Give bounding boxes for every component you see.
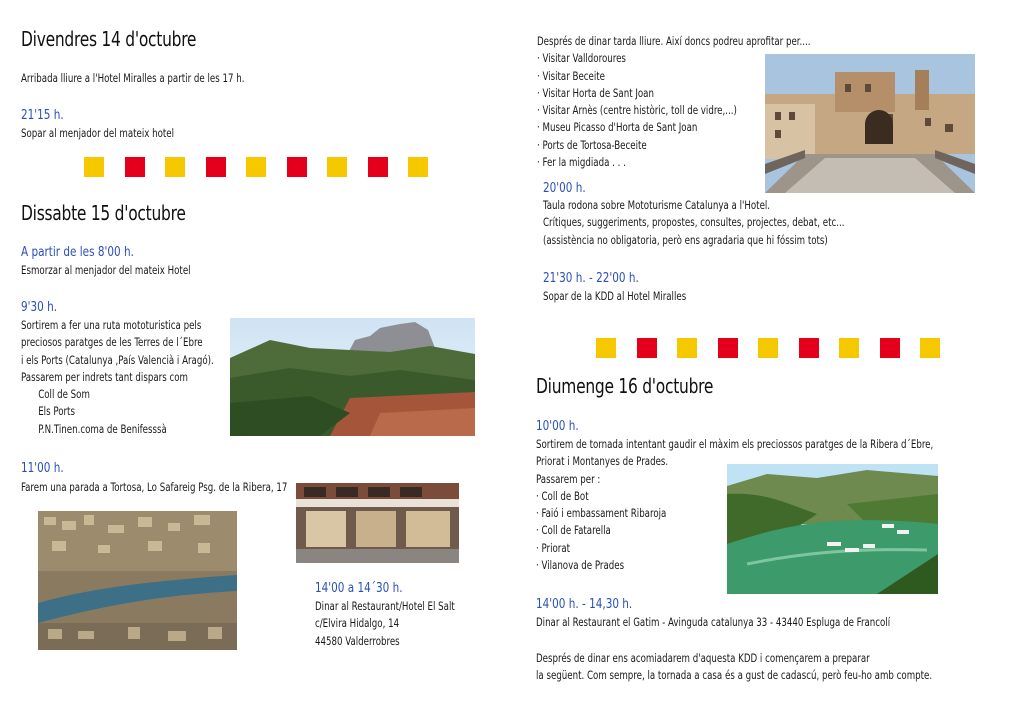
saturday-time-lunch: 14'00 a 14´30 h.: [315, 580, 403, 596]
saturday-time-route: 9'30 h.: [21, 299, 58, 315]
yellow-square: [84, 157, 104, 177]
return-point: · Priorat: [536, 541, 571, 555]
sunday-time-lunch: 14'00 h. - 14,30 h.: [536, 596, 633, 612]
yellow-square: [920, 338, 940, 358]
saturday-time-breakfast: A partir de les 8'00 h.: [21, 244, 134, 260]
route-point: P.N.Tinen.coma de Benifesssà: [38, 422, 167, 436]
afternoon-item: · Fer la migdiada . . .: [537, 156, 626, 170]
sunday-title: Diumenge 16 d'octubre: [536, 374, 714, 398]
return-point: · Coll de Fatarella: [536, 524, 611, 538]
red-square: [799, 338, 819, 358]
return-line: Sortirem de tornada intentant gaudir el màxim els preciossos paratges de la Ribera d´Ebre,: [536, 438, 934, 451]
red-square: [637, 338, 657, 358]
square-divider-left: [84, 157, 449, 177]
restaurant-photo: [296, 483, 459, 563]
afternoon-item: · Visitar Beceite: [537, 69, 606, 83]
reservoir-photo: [727, 464, 938, 594]
square-divider-right: [596, 338, 961, 358]
yellow-square: [596, 338, 616, 358]
red-square: [206, 157, 226, 177]
return-line: Priorat i Montanyes de Prades.: [536, 455, 669, 469]
sunday-lunch-text: Dinar al Restaurant el Gatim - Avinguda catalunya 33 - 43440 Espluga de Francolí: [536, 616, 891, 629]
yellow-square: [246, 157, 266, 177]
afternoon-intro: Després de dinar tarda lliure. Així doncs podreu aprofitar per....: [537, 35, 811, 48]
friday-time-dinner: 21'15 h.: [21, 107, 64, 123]
afternoon-item: · Museu Picasso d'Horta de Sant Joan: [537, 121, 698, 135]
sunday-time-departure: 10'00 h.: [536, 418, 579, 434]
afternoon-item: · Visitar Horta de Sant Joan: [537, 86, 654, 100]
closing-line: Després de dinar ens acomiadarem d'aquesta KDD i començarem a preparar: [536, 652, 870, 665]
yellow-square: [758, 338, 778, 358]
afternoon-item: · Visitar Arnès (centre històric, toll de vidre,...): [537, 104, 737, 118]
saturday-time-kdd-dinner: 21'30 h. - 22'00 h.: [543, 270, 639, 286]
red-square: [718, 338, 738, 358]
round-table-text: [543, 197, 844, 249]
red-square: [880, 338, 900, 358]
route-line: Passarem per indrets tant dispars com: [21, 370, 188, 384]
saturday-route-text: [21, 317, 214, 438]
return-line: Passarem per :: [536, 472, 601, 486]
saturday-stop-text: Farem una parada a Tortosa, Lo Safareig Psg. de la Ribera, 17: [21, 481, 288, 494]
red-square: [125, 157, 145, 177]
route-line: i els Ports (Catalunya ,País Valencià i Aragó).: [21, 353, 214, 367]
friday-dinner: Sopar al menjador del mateix hotel: [21, 127, 175, 140]
route-line: Sortirem a fer una ruta mototuristica pels: [21, 319, 202, 332]
afternoon-item: · Visitar Valldoroures: [537, 52, 626, 66]
return-point: · Faió i embassament Ribaroja: [536, 507, 667, 521]
yellow-square: [839, 338, 859, 358]
route-line: preciosos paratges de les Terres de l´Ebre: [21, 336, 203, 350]
lunch-line: c/Elvira Hidalgo, 14: [315, 617, 400, 631]
mountain-photo: [230, 318, 475, 436]
lunch-line: Dinar al Restaurant/Hotel El Salt: [315, 600, 455, 613]
closing-line: la següent. Com sempre, la tornada a casa és a gust de cadascú, però feu-ho amb compte.: [536, 669, 933, 683]
saturday-time-stop: 11'00 h.: [21, 460, 64, 476]
closing-text: [536, 650, 932, 685]
yellow-square: [165, 157, 185, 177]
lunch-line: 44580 Valderrobres: [315, 634, 400, 648]
yellow-square: [327, 157, 347, 177]
red-square: [287, 157, 307, 177]
saturday-breakfast: Esmorzar al menjador del mateix Hotel: [21, 264, 191, 277]
friday-title: Divendres 14 d'octubre: [21, 27, 197, 51]
kdd-dinner-text: Sopar de la KDD al Hotel Miralles: [543, 290, 687, 303]
round-table-line: (assistència no obligatoria, però ens agradaria que hi fóssim tots): [543, 233, 828, 247]
route-point: Coll de Som: [38, 388, 90, 402]
saturday-lunch-text: [315, 598, 455, 650]
round-table-line: Crítiques, suggeriments, propostes, consultes, projectes, debat, etc...: [543, 216, 845, 230]
round-table-line: Taula rodona sobre Mototurisme Catalunya a l'Hotel.: [543, 199, 771, 212]
yellow-square: [677, 338, 697, 358]
yellow-square: [408, 157, 428, 177]
valderrobres-photo: [765, 54, 975, 193]
return-point: · Coll de Bot: [536, 489, 589, 503]
friday-arrival: Arribada lliure a l'Hotel Miralles a partir de les 17 h.: [21, 72, 245, 85]
saturday-title: Dissabte 15 d'octubre: [21, 201, 186, 225]
saturday-time-round-table: 20'00 h.: [543, 180, 586, 196]
afternoon-item: · Ports de Tortosa-Beceite: [537, 138, 647, 152]
return-point: · Vilanova de Prades: [536, 559, 625, 573]
tortosa-aerial-photo: [38, 511, 237, 650]
red-square: [368, 157, 388, 177]
route-point: Els Ports: [38, 405, 75, 419]
